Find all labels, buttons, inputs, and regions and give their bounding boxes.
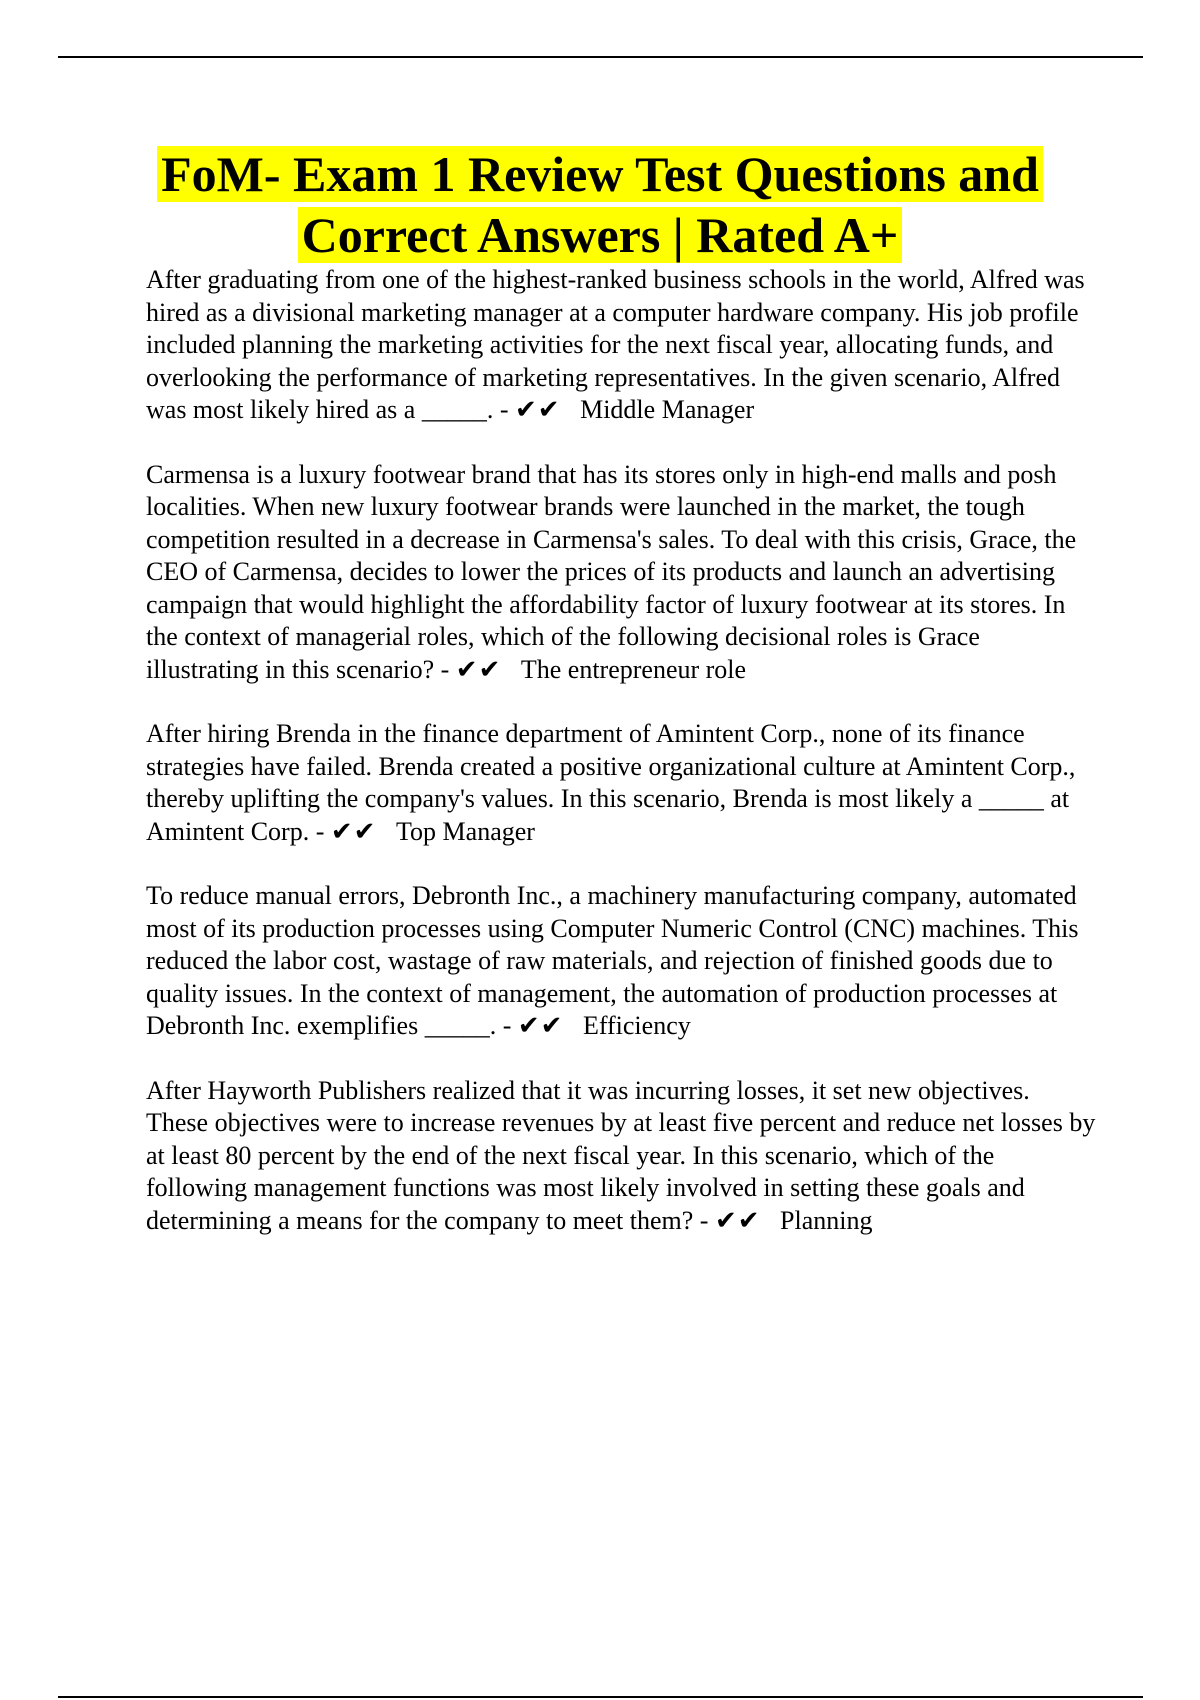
answer-text: Planning bbox=[780, 1205, 873, 1235]
answer-separator: - bbox=[496, 1011, 518, 1040]
qa-item-1 bbox=[146, 264, 1096, 427]
question-text: Carmensa is a luxury footwear brand that has its stores only in high-end malls and posh localities. When new luxury footwear brands were launched in the market, the tough competition resulted in a decrease in Carmensa's sales. To deal with this crisis, Grace, the CEO of Carmensa, decides to lower the prices of its products and launch an advertising campaign that would highlight the affordability factor of luxury footwear at its stores. In the context of managerial roles, which of the following decisional roles is Grace illustrating in this scenario? bbox=[146, 459, 1077, 684]
answer-text: The entrepreneur role bbox=[520, 654, 747, 684]
answer-text: Top Manager bbox=[395, 816, 535, 846]
checkmark-icon: ✔✔ bbox=[714, 1205, 761, 1235]
answer-separator: - bbox=[434, 654, 456, 684]
checkmark-icon: ✔✔ bbox=[455, 654, 502, 684]
qa-list bbox=[146, 264, 1096, 1269]
question-text: After hiring Brenda in the finance department of Amintent Corp., none of its finance strategies have failed. Brenda created a positive organizational culture at Amintent Corp., thereby uplifting the company's values. In this scenario, Brenda is most likely a _____ at Amintent Corp. bbox=[146, 719, 1076, 846]
qa-item-4 bbox=[146, 880, 1096, 1043]
page-title bbox=[100, 144, 1100, 266]
checkmark-icon: ✔✔ bbox=[515, 395, 561, 424]
title-line-1: FoM- Exam 1 Review Test Questions and bbox=[161, 146, 1039, 202]
question-text: After Hayworth Publishers realized that it was incurring losses, it set new objectives. These objectives were to increase revenues by at least five percent and reduce net losses by at least 80 percent by the end of the next fiscal year. In this scenario, which of the following management functions was most likely involved in setting these goals and determining a means for the company to meet them? bbox=[146, 1075, 1096, 1235]
question-text: After graduating from one of the highest-ranked business schools in the world, Alfred was hired as a divisional marketing manager at a computer hardware company. His job profile included planning the marketing activities for the next fiscal year, allocating funds, and overlooking the performance of marketing representatives. In the given scenario, Alfred was most likely hired as a _____. bbox=[146, 265, 1085, 424]
top-rule bbox=[58, 56, 1143, 58]
answer-text: Middle Manager bbox=[580, 395, 755, 424]
qa-item-3 bbox=[146, 718, 1096, 848]
answer-separator: - bbox=[309, 816, 331, 846]
bottom-rule bbox=[58, 1696, 1143, 1698]
title-highlight bbox=[157, 146, 1043, 263]
qa-item-2 bbox=[146, 459, 1096, 687]
answer-separator: - bbox=[693, 1205, 715, 1235]
qa-item-5 bbox=[146, 1075, 1096, 1238]
checkmark-icon: ✔✔ bbox=[517, 1011, 564, 1040]
title-line-2: Correct Answers | Rated A+ bbox=[301, 207, 899, 263]
question-text: To reduce manual errors, Debronth Inc., a machinery manufacturing company, automated most of its production processes using Computer Numeric Control (CNC) machines. This reduced the labor cost, wastage of raw materials, and rejection of finished goods due to quality issues. In the context of management, the automation of production processes at Debronth Inc. exemplifies _____. bbox=[146, 881, 1079, 1040]
checkmark-icon: ✔✔ bbox=[330, 816, 377, 846]
answer-separator: - bbox=[493, 395, 516, 424]
answer-text: Efficiency bbox=[582, 1011, 691, 1040]
